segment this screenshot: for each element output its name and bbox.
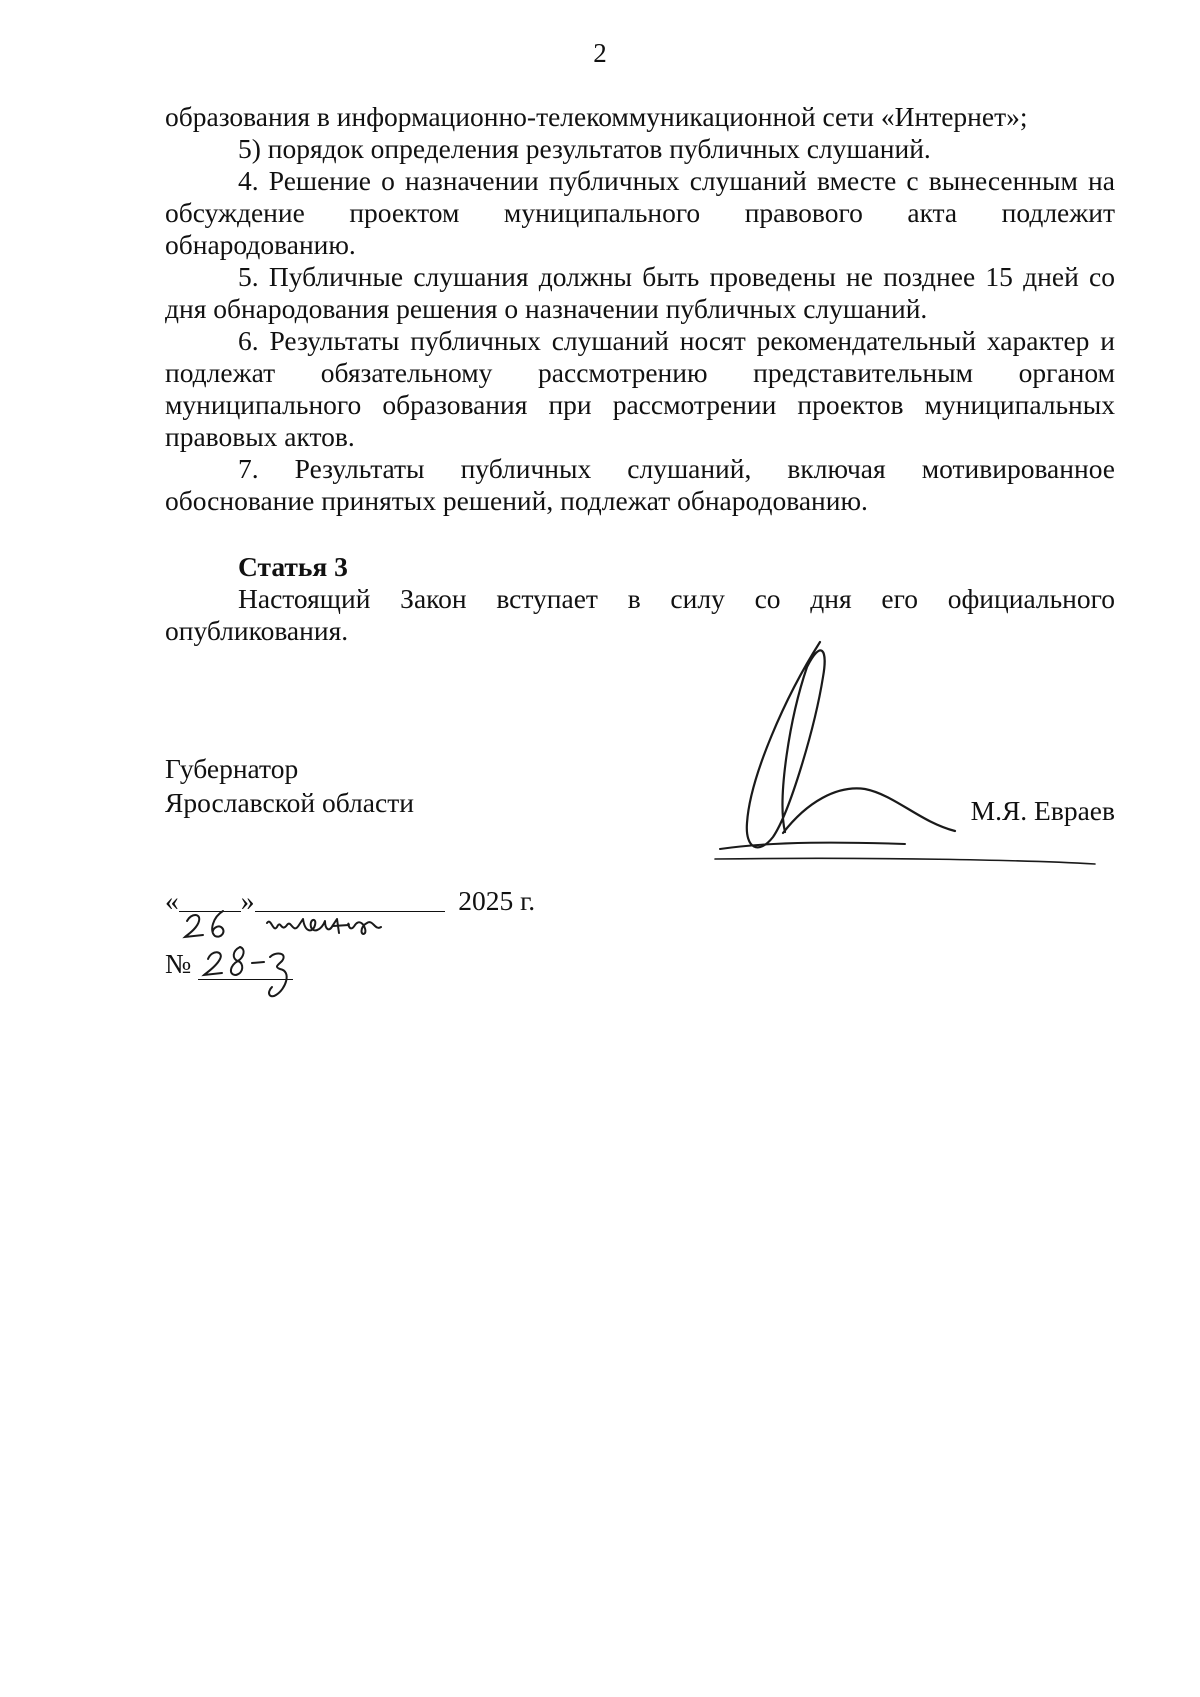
date-day-handwritten	[179, 911, 241, 912]
number-handwritten	[198, 949, 293, 980]
date-year: 2025 г.	[458, 885, 536, 916]
date-close-quote: »	[240, 885, 255, 916]
date-open-quote: «	[165, 885, 179, 916]
article-text: Настоящий Закон вступает в силу со дня его официального опубликования.	[165, 583, 1115, 646]
paragraph-item-5: 5) порядок определения результатов публичных слушаний.	[238, 133, 931, 164]
position-line-2: Ярославской области	[165, 787, 414, 818]
date-month-handwritten	[255, 911, 445, 912]
position-line-1: Губернатор	[165, 753, 299, 784]
paragraph-5: 5. Публичные слушания должны быть проведены не позднее 15 дней со дня обнародования решения о назначении публичных слушаний.	[165, 261, 1115, 324]
document-date	[165, 885, 535, 917]
document-body	[165, 101, 1115, 647]
page-number: 2	[593, 38, 607, 68]
article-title: Статья 3	[238, 551, 348, 582]
signatory-name: М.Я. Евраев	[970, 795, 1115, 826]
paragraph-continuation: образования в информационно-телекоммуникационной сети «Интернет»;	[165, 101, 1028, 132]
signatory-position	[165, 752, 414, 820]
paragraph-4: 4. Решение о назначении публичных слушаний вместе с вынесенным на обсуждение проектом муниципального правового акта подлежит обнародованию.	[165, 165, 1115, 260]
document-number	[165, 948, 293, 980]
number-prefix: №	[165, 948, 192, 979]
paragraph-6: 6. Результаты публичных слушаний носят рекомендательный характер и подлежат обязательному рассмотрению представительным органом муниципального образования при рассмотрении проектов муниципальных правовых актов.	[165, 325, 1115, 452]
handwritten-signature	[545, 627, 1105, 867]
paragraph-7: 7. Результаты публичных слушаний, включая мотивированное обоснование принятых решений, подлежат обнародованию.	[165, 453, 1115, 516]
signature-block	[165, 742, 1115, 872]
